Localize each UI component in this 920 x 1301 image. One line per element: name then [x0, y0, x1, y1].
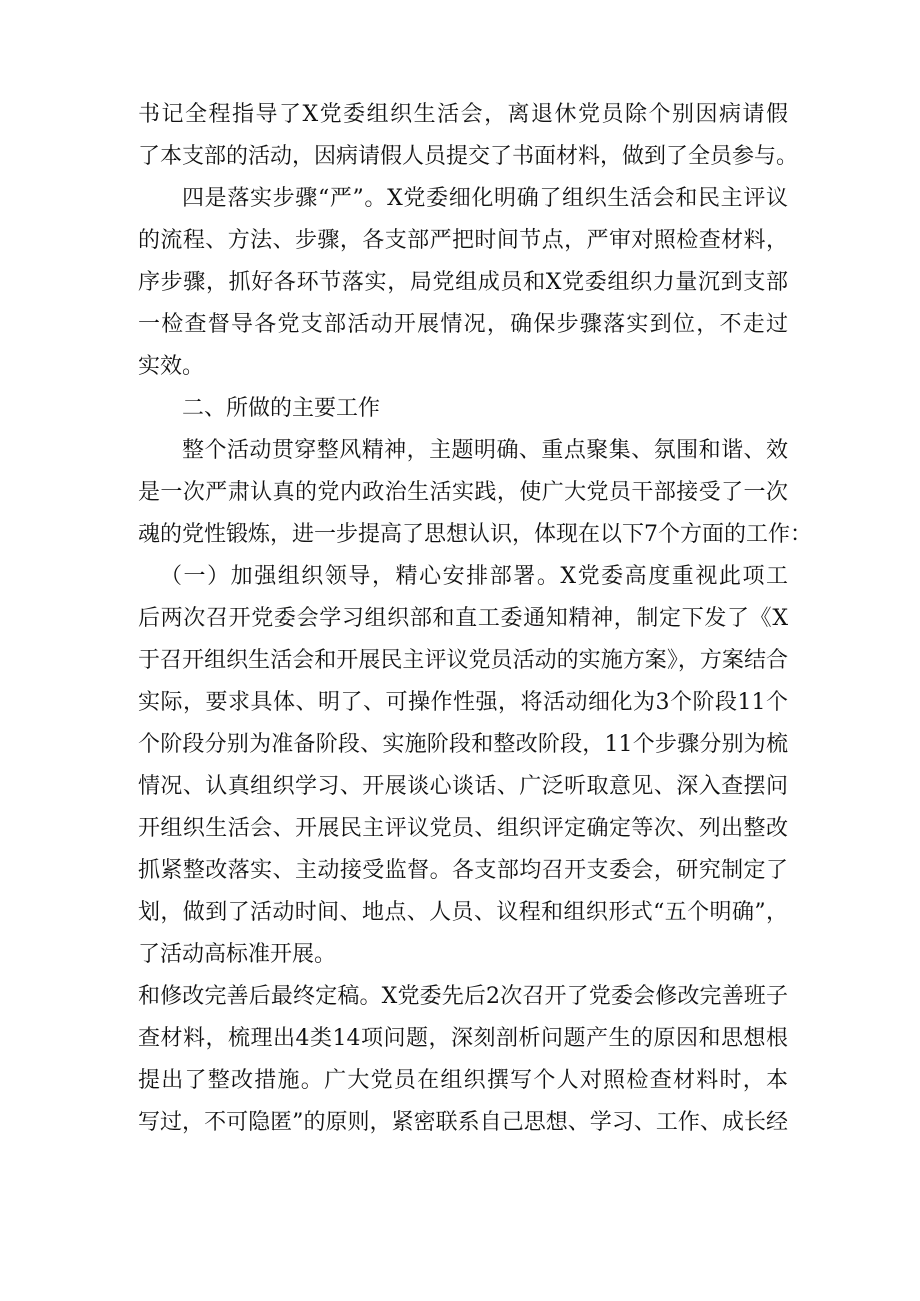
text-line: 写过，不可隐匿”的原则，紧密联系自己思想、学习、工作、成长经 [138, 1110, 788, 1135]
text-line: 实效。 [138, 354, 205, 379]
text-line: 了本支部的活动，因病请假人员提交了书面材料，做到了全员参与。 [138, 144, 799, 169]
text-line: 查材料，梳理出4类14项问题，深刻剖析问题产生的原因和思想根 [138, 1026, 788, 1051]
text-line: 于召开组织生活会和开展民主评议党员活动的实施方案》，方案结合 [138, 648, 788, 673]
text-line: 情况、认真组织学习、开展谈心谈话、广泛听取意见、深入查摆问 [138, 774, 788, 799]
paragraph-first-line: 四是落实步骤“严”。X党委细化明确了组织生活会和民主评议 [182, 186, 788, 211]
text-line: 实际，要求具体、明了、可操作性强，将活动细化为3个阶段11个 [138, 690, 788, 715]
paragraph-first-line: 整个活动贯穿整风精神，主题明确、重点聚集、氛围和谐、效 [182, 438, 788, 463]
text-line: 了活动高标准开展。 [138, 942, 337, 967]
text-line: 序步骤，抓好各环节落实，局党组成员和X党委组织力量沉到支部 [138, 270, 788, 295]
text-line: 一检查督导各党支部活动开展情况，确保步骤落实到位，不走过 [138, 312, 788, 337]
text-line: 魂的党性锻炼，进一步提高了思想认识，体现在以下7个方面的工作： [138, 522, 812, 547]
paragraph-first-line: （一）加强组织领导，精心安排部署。X党委高度重视此项工 [160, 564, 788, 589]
text-line: 和修改完善后最终定稿。X党委先后2次召开了党委会修改完善班子 [138, 984, 788, 1009]
text-line: 划，做到了活动时间、地点、人员、议程和组织形式“五个明确”， [138, 900, 788, 925]
section-heading: 二、所做的主要工作 [182, 396, 381, 421]
text-line: 开组织生活会、开展民主评议党员、组织评定确定等次、列出整改 [138, 816, 788, 841]
text-line: 个阶段分别为准备阶段、实施阶段和整改阶段，11个步骤分别为梳 [138, 732, 788, 757]
text-line: 提出了整改措施。广大党员在组织撰写个人对照检查材料时，本 [138, 1068, 788, 1093]
text-line: 后两次召开党委会学习组织部和直工委通知精神，制定下发了《X [138, 606, 788, 631]
text-line: 是一次严肃认真的党内政治生活实践，使广大党员干部接受了一次 [138, 480, 788, 505]
text-line: 书记全程指导了X党委组织生活会，离退休党员除个别因病请假 [138, 102, 788, 127]
document-body [138, 94, 812, 1144]
text-line: 的流程、方法、步骤，各支部严把时间节点，严审对照检查材料， [138, 228, 788, 253]
text-line: 抓紧整改落实、主动接受监督。各支部均召开支委会，研究制定了 [138, 858, 788, 883]
